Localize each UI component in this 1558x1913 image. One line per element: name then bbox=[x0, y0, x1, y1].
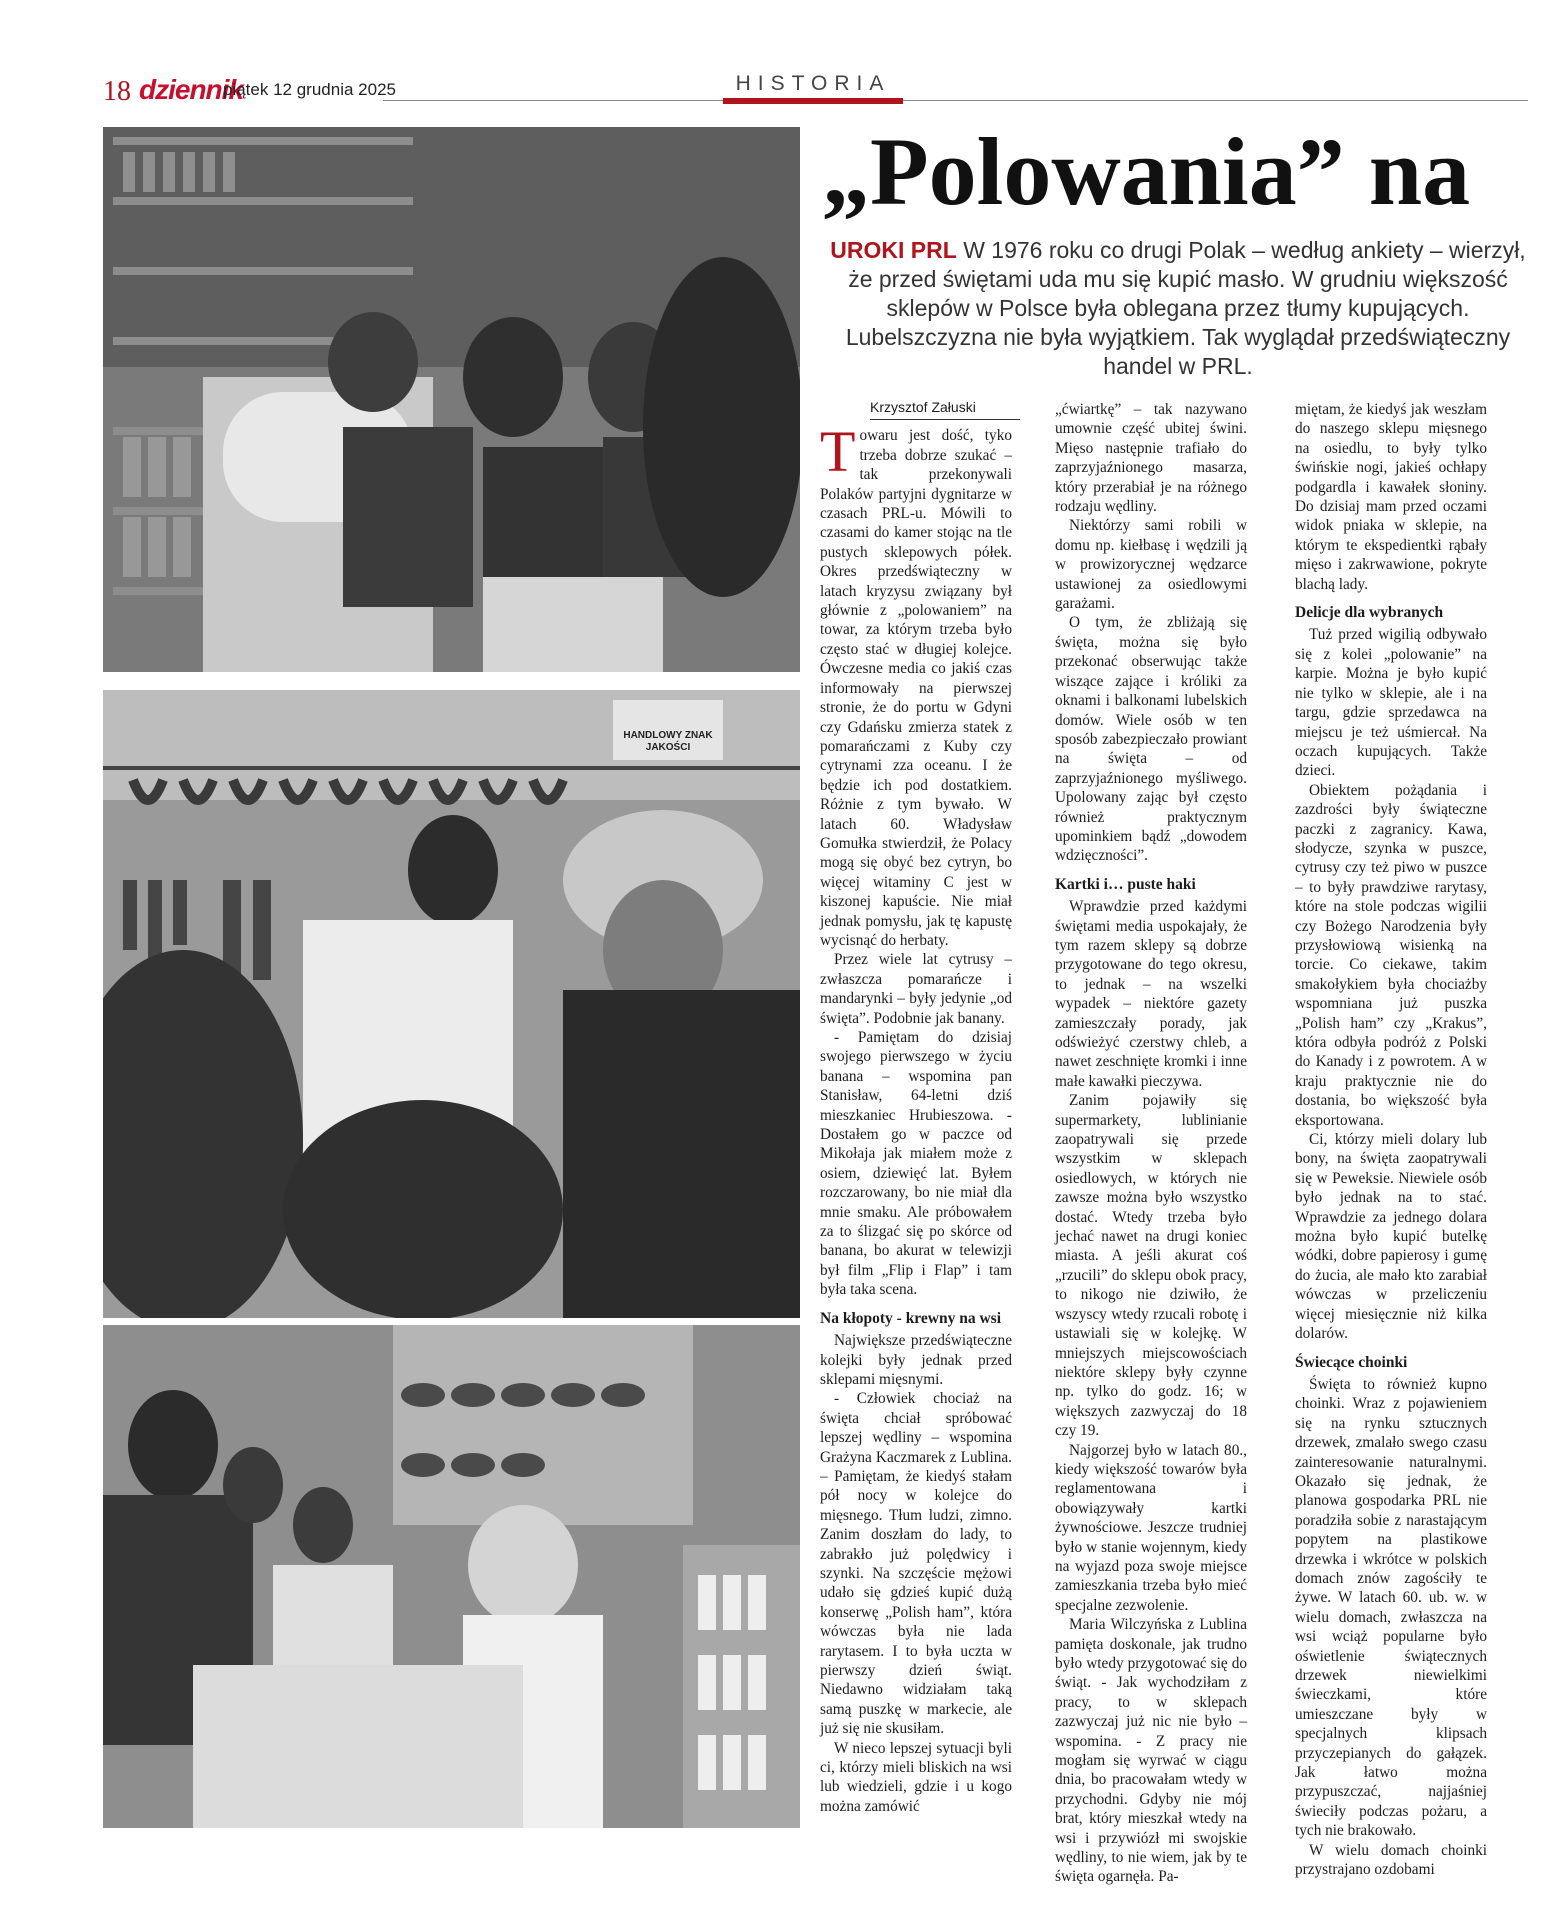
page-header bbox=[103, 72, 1528, 112]
page-number: 18 bbox=[103, 76, 131, 107]
subheading: Na kłopoty - krewny na wsi bbox=[820, 1309, 1002, 1327]
drop-cap: T bbox=[820, 419, 856, 485]
lead-kicker: UROKI PRL bbox=[830, 237, 957, 263]
paragraph: Tuż przed wigilią odbywało się z kolei „polowanie” na karpie. Można je było kupić nie tylko w sklepie, ale i na targu, gdzie sprzedawca na miejscu je też uśmiercał. Na oczach kupujących. Także dzieci. bbox=[1295, 626, 1487, 780]
lead-text: W 1976 roku co drugi Polak – według ankiety – wierzył, że przed świętami uda mu się kupić masło. W grudniu większość sklepów w Polsce była oblegana przez tłumy kupujących. Lubelszczyzna nie była wyjątkiem. Tak wyglądał przedświąteczny handel w PRL. bbox=[845, 237, 1526, 379]
paragraph: Przez wiele lat cytrusy – zwłaszcza pomarańcze i mandarynki – były jedynie „od święta”. Podobnie jak banany. bbox=[820, 951, 1012, 1027]
paragraph: „ćwiartkę” – tak nazywano umownie część ubitej świni. Mięso następnie trafiało do zaprzyjaźnionego masarza, który przerabiał je na różnego rodzaju wędliny. bbox=[1055, 401, 1247, 516]
paragraph: Święta to również kupno choinki. Wraz z pojawieniem się na rynku sztucznych drzewek, zmalało swego czasu zainteresowanie naturalnymi. Okazało się jednak, że planowa gospodarka PRL nie poradziła sobie z narastającym popytem na plastikowe drzewka i wkrótce w polskich domach znów zagościły te żywe. W latach 60. ub. w. w wielu domach, zwłaszcza na wsi wciąż popularne było oświetlenie świątecznych drzewek niewielkimi świeczkami, które umieszczane były w specjalnych klipsach przyczepianych do gałązek. Jak łatwo można przypuszczać, najjaśniej świeciły podczas pożaru, a tych nie brakowało. bbox=[1295, 1375, 1487, 1840]
article-column-1 bbox=[820, 398, 1012, 1816]
quality-sign-text: HANDLOWY ZNAK JAKOŚCI bbox=[623, 730, 713, 753]
newspaper-logo: dziennik bbox=[139, 74, 244, 105]
paragraph: W nieco lepszej sytuacji byli ci, którzy mieli bliskich na wsi lub wiedzieli, gdzie i u kogo można zamówić bbox=[820, 1739, 1012, 1815]
photo-shop-counter bbox=[103, 127, 800, 672]
paragraph: Maria Wilczyńska z Lublina pamięta doskonale, jak trudno było wtedy przygotować się do świąt. - Jak wychodziłam z pracy, to w sklepach zazwyczaj już nic nie było – wspomina. - Z pracy nie mogłam się wyrwać w ciągu dnia, bo pracowałam wtedy w przychodni. Gdyby nie mój brat, który mieszkał wtedy na wsi i przywiózł mi swojskie wędliny, to nie wiem, jak by te święta ogarnęła. Pa- bbox=[1055, 1616, 1247, 1886]
paragraph: miętam, że kiedyś jak weszłam do naszego sklepu mięsnego na osiedlu, to były tylko świńskie nogi, jakieś ochłapy podgardla i kawałek słoniny. Do dzisiaj mam przed oczami widok pniaka w sklepie, na którym te ekspedientki rąbały mięso i zakrwawione, pokryte blachą lady. bbox=[1295, 401, 1487, 593]
issue-date: piątek 12 grudnia 2025 bbox=[223, 80, 396, 99]
article-lead bbox=[828, 236, 1528, 381]
paragraph: Największe przedświąteczne kolejki były jednak przed sklepami mięsnymi. bbox=[820, 1332, 1012, 1388]
paragraph bbox=[820, 419, 1012, 950]
paragraph: Zanim pojawiły się supermarkety, lublinianie zaopatrywali się przede wszystkim w sklepach osiedlowych, w których nie zawsze można było wszystko dostać. Wtedy trzeba było jechać nawet na drugi koniec miasta. A jeśli akurat coś „rzucili” do sklepu obok pracy, to nikogo nie dziwiło, że wszyscy wtedy rzucali robotę i ustawiali się w kolejkę. W mniejszych miejscowościach niektóre sklepy były czynne np. tylko do godz. 16; w większych zazwyczaj do 18 czy 19. bbox=[1055, 1092, 1247, 1440]
photo-bakery-counter bbox=[103, 1325, 800, 1828]
paragraph: Ci, którzy mieli dolary lub bony, na święta zaopatrywali się w Peweksie. Niewiele osób było jednak na to stać. Wprawdzie za jednego dolara można było kupić butelkę wódki, dobre papierosy i gumę do żucia, ale mało kto zarabiał wówczas w przeliczeniu więcej miesięcznie niż kilka dolarów. bbox=[1295, 1131, 1487, 1343]
paragraph: O tym, że zbliżają się święta, można się było przekonać obserwując także wiszące zające i króliki za oknami i balkonami lubelskich domów. Wiele osób w ten sposób zabezpieczało prowiant na święta – od zaprzyjaźnionego myśliwego. Upolowany zając był często również praktycznym upominkiem bądź „dowodem wdzięczności”. bbox=[1055, 614, 1247, 865]
paragraph: - Pamiętam do dzisiaj swojego pierwszego w życiu banana – wspomina pan Stanisław, 64-letni dziś mieszkaniec Hrubieszowa. - Dostałem go w paczce od Mikołaja jak miałem może z osiem, dziewięć lat. Byłem rozczarowany, bo nie miał dla mnie smaku. Ale próbowałem za to ślizgać się po skórce od banana, bo akurat w telewizji był film „Flip i Flap” i tam była taka scena. bbox=[820, 1029, 1012, 1299]
article-headline: „Polowania” na bbox=[822, 118, 1471, 225]
paragraph: Niektórzy sami robili w domu np. kiełbasę i wędzili ją w prowizorycznej wędzarce ustawionej za osiedlowymi garażami. bbox=[1055, 517, 1247, 613]
header-rule bbox=[383, 100, 1528, 101]
paragraph: Obiektem pożądania i zazdrości były świąteczne paczki z zagranicy. Kawa, słodycze, szynka w puszce, cytrusy czy też piwo w puszce – to były prawdziwe rarytasy, które na stole podczas wigilii czy Bożego Narodzenia były przysłowiową wisienką na torcie. Co ciekawe, takim smakołykiem była chociażby wspomniana już puszka „Polish ham” czy „Krakus”, która odbyła podróż z Polski do Kanady i z powrotem. A w kraju praktycznie nie do dostania, bo większość była eksportowana. bbox=[1295, 781, 1487, 1129]
subheading: Kartki i… puste haki bbox=[1055, 875, 1196, 893]
section-accent-bar bbox=[723, 98, 903, 104]
paragraph: W wielu domach choinki przystrajano ozdobami bbox=[1295, 1841, 1487, 1879]
subheading: Delicje dla wybranych bbox=[1295, 604, 1444, 622]
article-column-2 bbox=[1055, 400, 1247, 1887]
paragraph: Najgorzej było w latach 80., kiedy większość towarów była reglamentowana i obowiązywały kartki żywnościowe. Jeszcze trudniej było w stanie wojennym, kiedy na wyjazd poza swoje miejsce zamieszkania trzeba było mieć specjalne zezwolenie. bbox=[1055, 1441, 1247, 1614]
paragraph-text: owaru jest dość, tyko trzeba dobrze szukać – tak przekonywali Polaków partyjni dygnitarze w czasach PRL-u. Mówili to czasami do kamer stojąc na tle pustych sklepowych półek. Okres przedświąteczny w latach kryzysu związany był głównie z „polowaniem” na towar, za którym trzeba było często stać w długiej kolejce. Ówczesne media co jakiś czas informowały na pierwszej stronie, że do portu w Gdyni czy Gdańsku zmierza statek z pomarańczami z Kuby czy cytrynami zza oceanu. I że będzie ich pod dostatkiem. Różnie z tym bywało. W latach 60. Władysław Gomułka stwierdził, że Polacy mogą się obyć bez cytryn, bo więcej witaminy C jest w kiszonej kapuście. Nie miał jednak pomysłu, jak tę kapustę wycisnąć do herbaty. bbox=[820, 427, 1012, 949]
paragraph: Wprawdzie przed każdymi świętami media uspokajały, że tym razem sklepy są dobrze przygotowane do tego okresu, to jednak – na wszelki wypadek – niektóre gazety zamieszczały porady, jak odświeżyć czerstwy chleb, a nawet zeschnięte kromki i inne małe kawałki pieczywa. bbox=[1055, 898, 1247, 1090]
author-byline: Krzysztof Załuski bbox=[870, 398, 1020, 420]
subheading: Świecące choinki bbox=[1295, 1353, 1408, 1371]
paragraph: - Człowiek chociaż na święta chciał spróbować lepszej wędliny – wspomina Grażyna Kaczmarek z Lublina. – Pamiętam, że kiedyś stałam pół nocy w kolejce do mięsnego. Tłum ludzi, zimno. Zanim doszłam do lady, to zabrakło już polędwicy i szynki. Na szczęście mężowi udało się gdzieś kupić dużą konserwę „Polish ham”, która wówczas była nie lada rarytasem. I to była uczta w pierwszy dzień świąt. Niedawno widziałam taką samą puszkę w markecie, ale już się nie skusiłam. bbox=[820, 1390, 1012, 1738]
article-column-3 bbox=[1295, 400, 1487, 1879]
section-title: HISTORIA bbox=[735, 72, 891, 95]
photo-butcher-shop bbox=[103, 690, 800, 1318]
